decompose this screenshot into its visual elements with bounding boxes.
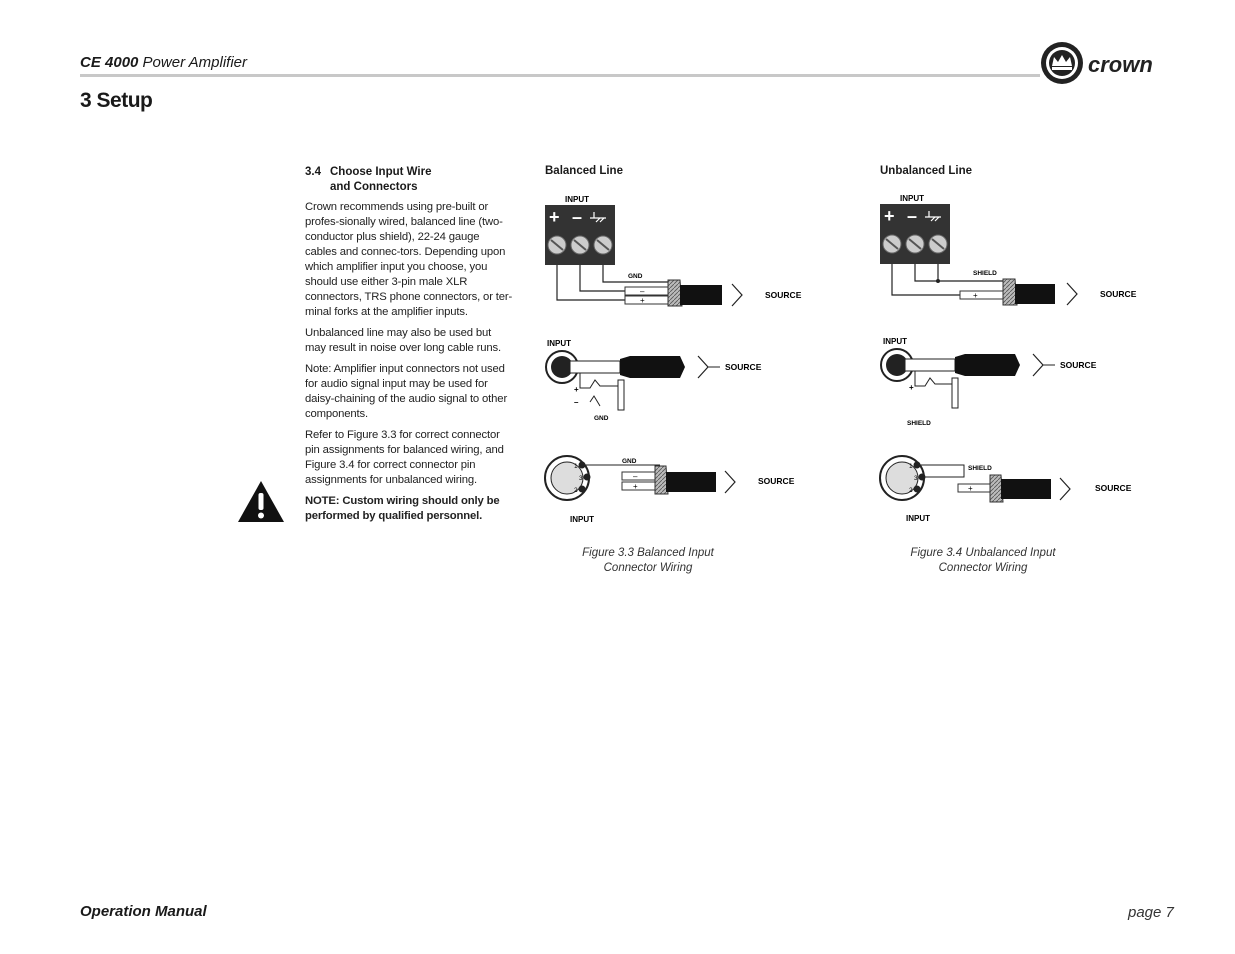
plus-conductor-label: + xyxy=(968,484,973,493)
page-number: page 7 xyxy=(1128,904,1174,921)
shield-label: SHIELD xyxy=(907,420,931,427)
header-title xyxy=(80,54,247,71)
minus-conductor-label: – xyxy=(633,472,638,481)
caption-line: Connector Wiring xyxy=(603,562,693,574)
shield-label: SHIELD xyxy=(973,270,997,277)
pin2-label: 2 xyxy=(574,487,578,494)
balanced-xlr-connector xyxy=(545,456,795,524)
source-arrow xyxy=(1060,478,1070,500)
section-title-line2: and Connectors xyxy=(330,181,418,193)
pin3-label: 3 xyxy=(914,475,918,482)
warning-icon xyxy=(236,479,286,524)
input-label: INPUT xyxy=(900,194,924,203)
paragraph: Refer to Figure 3.3 for correct connector pin assignments for balanced wiring, and Figure 3.4 for correct connector pin assignments for unbalanced wiring. xyxy=(305,429,504,486)
chapter-title: 3 Setup xyxy=(80,89,153,112)
section-number: 3.4 xyxy=(305,166,321,178)
pin1-label: 1 xyxy=(909,463,913,470)
source-label: SOURCE xyxy=(1100,289,1137,299)
crown-emblem-icon xyxy=(1041,42,1083,84)
input-label: INPUT xyxy=(906,514,930,523)
source-label: SOURCE xyxy=(1095,483,1132,493)
caption-line: Connector Wiring xyxy=(938,562,1028,574)
screw-terminal xyxy=(548,236,566,254)
balanced-trs-connector xyxy=(546,339,762,422)
input-label: INPUT xyxy=(883,337,907,346)
paragraph: Note: Amplifier input connectors not used for audio signal input may be used for daisy-chaining of the audio signal to other components. xyxy=(305,363,508,420)
pin2-label: 2 xyxy=(909,487,913,494)
shield-label: SHIELD xyxy=(968,465,992,472)
source-label: SOURCE xyxy=(1060,360,1097,370)
section-body xyxy=(305,200,513,530)
input-label: INPUT xyxy=(565,195,589,204)
figure-3-3-caption xyxy=(548,546,748,576)
pin3-label: 3 xyxy=(579,475,583,482)
input-label: INPUT xyxy=(570,515,594,524)
caption-line: Figure 3.4 Unbalanced Input xyxy=(910,547,1056,559)
balanced-terminal-block xyxy=(545,195,802,306)
crown-logo xyxy=(1040,40,1182,86)
screw-terminal xyxy=(571,236,589,254)
plus-conductor-label: + xyxy=(973,291,978,300)
screw-terminal xyxy=(906,235,924,253)
minus-conductor-label: – xyxy=(640,287,645,296)
screw-terminal xyxy=(929,235,947,253)
wiring-diagrams xyxy=(530,180,1230,530)
pin1-label: 1 xyxy=(574,463,578,470)
gnd-label: GND xyxy=(622,458,637,465)
source-label: SOURCE xyxy=(758,476,795,486)
model-name: CE 4000 xyxy=(80,54,139,71)
minus-sign: – xyxy=(572,207,583,227)
plus-sign: + xyxy=(549,207,560,227)
plus-sign: + xyxy=(884,206,895,226)
minus-sign: – xyxy=(907,206,918,226)
gnd-label: GND xyxy=(594,415,609,422)
plus-conductor-label: + xyxy=(640,296,645,305)
section-title-line1: Choose Input Wire xyxy=(330,166,432,178)
paragraph: Unbalanced line may also be used but may result in noise over long cable runs. xyxy=(305,327,502,354)
balanced-figure-title: Balanced Line xyxy=(545,165,623,177)
tip-plus-label: + xyxy=(574,385,579,394)
source-arrow xyxy=(732,284,742,306)
source-arrow xyxy=(1033,354,1043,376)
section-heading xyxy=(305,165,505,195)
ring-minus-label: – xyxy=(574,398,579,407)
unbalanced-figure-title: Unbalanced Line xyxy=(880,165,973,177)
footer-manual-title: Operation Manual xyxy=(80,903,207,920)
note: NOTE: Custom wiring should only be performed by qualified personnel. xyxy=(305,495,500,522)
caption-line: Figure 3.3 Balanced Input xyxy=(582,547,714,559)
product-name: Power Amplifier xyxy=(138,54,248,71)
logo-wordmark: crown xyxy=(1088,52,1153,77)
paragraph: Crown recommends using pre-built or profes-sionally wired, balanced line (two-conductor plus shield), 22-24 gauge cables and connec-tors. Depending upon which amplifier input you choose, you should use either 3-pin male XLR connectors, TRS phone connectors, or ter-minal forks at the amplifier inputs. xyxy=(305,201,513,318)
header-rule xyxy=(80,74,1040,77)
screw-terminal xyxy=(594,236,612,254)
source-arrow xyxy=(698,356,708,378)
source-arrow xyxy=(725,471,735,493)
tip-plus-label: + xyxy=(909,383,914,392)
input-label: INPUT xyxy=(547,339,571,348)
gnd-label: GND xyxy=(628,273,643,280)
unbalanced-xlr-connector xyxy=(880,456,1132,523)
plus-conductor-label: + xyxy=(633,482,638,491)
figure-3-4-caption xyxy=(883,546,1083,576)
unbalanced-ts-connector xyxy=(881,337,1097,427)
source-arrow xyxy=(1067,283,1077,305)
source-label: SOURCE xyxy=(765,290,802,300)
source-label: SOURCE xyxy=(725,362,762,372)
unbalanced-terminal-block xyxy=(880,194,1137,305)
screw-terminal xyxy=(883,235,901,253)
